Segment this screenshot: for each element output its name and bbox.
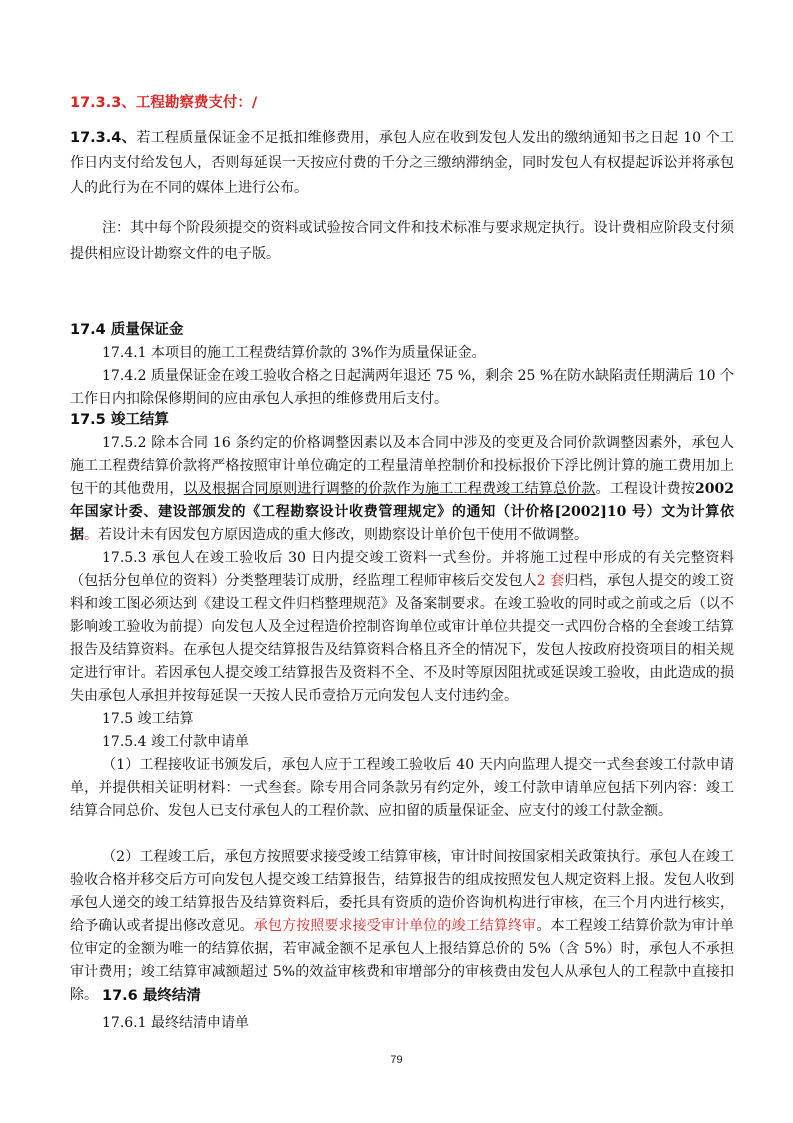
paragraph-17-5-4-1: （1）工程接收证书颁发后，承包人应于工程竣工验收后 40 天内向监理人提交一式叁套竣工付款申请单，并提供相关证明材料：一式叁套。除专用合同条款另有约定外，竣工付款申请单应包括下列内容：竣工结算合同总价、发包人已支付承包人的工程价款、应扣留的质量保证金、应支付的竣工付款金额。 <box>70 757 734 819</box>
line-17-5: 17.5 竣工结算 <box>102 711 194 727</box>
note-paragraph: 注：其中每个阶段须提交的资料或试验按合同文件和技术标准与要求规定执行。设计费相应阶段支付须提供相应设计勘察文件的电子版。 <box>70 220 734 262</box>
heading-17-3-3: 17.3.3、工程勘察费支付：/ <box>70 95 258 111</box>
text-run: 若设计未有因发包方原因造成的重大修改，则勘察设计单价包干使用不做调整。 <box>98 527 588 543</box>
text-run: 17.5.2 除本合同 16 条约定的价格调整因素以及本合同中涉及的变更及合同价款调整因素外，承包人施工工程费结算价款将严格按照审计单位确定的工程量清单控制价和投标报价下浮比例计算的施工费用加上包干的其他费用， <box>70 435 734 497</box>
paragraph-17-3-4 <box>70 126 734 201</box>
red-text: 承包方按照要求接受审计单位的竣工结算终审 <box>253 918 537 934</box>
page-number: 79 <box>390 1054 403 1066</box>
line-17-5-4: 17.5.4 竣工付款申请单 <box>102 734 249 750</box>
paragraph-17-4-1: 17.4.1 本项目的施工工程费结算价款的 3%作为质量保证金。 <box>102 345 486 361</box>
heading-17-5: 17.5 竣工结算 <box>70 412 169 428</box>
clause-text: 若工程质量保证金不足抵扣维修费用，承包人应在收到发包人发出的缴纳通知书之日起 10 个工作日内支付给发包人，否则每延误一天按应付费的千分之三缴纳滞纳金，同时发包人有权提起诉讼并将承包人的此行为在不同的媒体上进行公布。 <box>70 130 734 196</box>
underlined-text: 以及根据合同原则进行调整的价款作为施工工程费竣工结算总价款 <box>183 481 596 497</box>
text-run: 17.5.3 承包人在竣工验收后 30 日内提交竣工资料一式叁份。并将施工过程中形成的有关完整资料（包括分包单位的资料）分类整理装订成册，经监理工程师审核后交发包人 <box>70 550 734 589</box>
text-run: 归档，承包人提交的竣工资料和竣工图必须达到《建设工程文件归档整理规范》及备案制要求。在竣工验收的同时或之前或之后（以不影响竣工验收为前提）向发包人及全过程造价控制咨询单位或审计单位共提交一式四份合格的全套竣工结算报告及结算资料。在承包人提交结算报告及结算资料合格且齐全的情况下，发包人按政府投资项目的相关规定进行审计。若因承包人提交竣工结算报告及资料不全、不及时等原因阻扰或延误竣工验收，由此造成的损失由承包人承担并按每延误一天按人民币壹拾万元向发包人支付违约金。 <box>70 573 735 704</box>
text-run: （2）工程竣工后，承包方按照要求接受竣工结算审核，审计时间按国家相关政策执行。承包人在竣工验收合格并移交后方可向发包人提交竣工结算报告，结算报告的组成按照发包人规定资料上报。发包人收到承包人递交的竣工结算报告及结算资料后，委托具有资质的造价咨询机构进行审核，在三个月内进行核实，给予确认或者提出修改意见。 <box>70 849 734 934</box>
heading-17-6: 17.6 最终结清 <box>102 988 201 1004</box>
paragraph-17-5-2 <box>70 432 734 547</box>
paragraph-17-5-4-2 <box>70 846 734 1007</box>
text-run: 。工程设计费按 <box>595 481 696 497</box>
clause-number: 17.3.4、 <box>70 130 137 146</box>
paragraph-17-4-2: 17.4.2 质量保证金在竣工验收合格之日起满两年退还 75 %，剩余 25 %在防水缺陷责任期满后 10 个工作日内扣除保修期间的应由承包人承担的维修费用后支付。 <box>70 368 734 407</box>
red-text: 2 套 <box>536 573 565 589</box>
bold-text: 2002 年国家计委、建设部颁发的《工程勘察设计收费管理规定》的通知（计价格[2002]10 号）文为计算依据 <box>70 481 735 543</box>
text-run: 。本工程竣工结算价款为审计单位审定的金额为唯一的结算依据，若审减金额不足承包人上报结算总价的 5%（含 5%）时，承包人不承担审计费用；竣工结算审减额超过 5%的效益审核费和审增部分的审核费由发包人从承包人的工程款中直接扣除。 <box>70 918 735 1003</box>
paragraph-17-6-1: 17.6.1 最终结清申请单 <box>102 1015 249 1031</box>
red-text: 。 <box>84 527 98 543</box>
heading-17-4: 17.4 质量保证金 <box>70 322 184 338</box>
paragraph-17-5-3 <box>70 547 734 708</box>
